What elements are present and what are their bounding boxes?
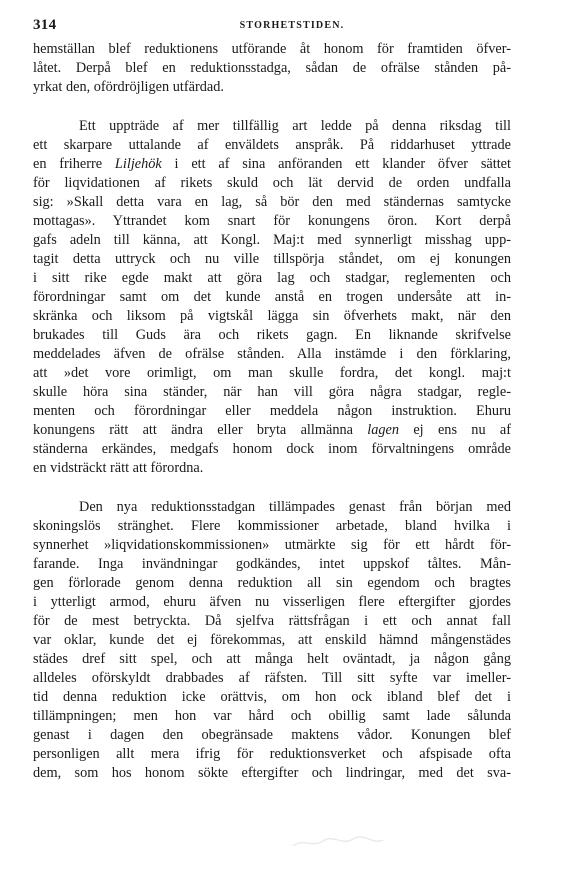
text-line: personligen allt mera ifrig för reduktionsverket och afspisade ofta [33, 746, 511, 762]
text-line: städes dref sitt spel, och att många helt oväntadt, ja någon gång [33, 651, 511, 667]
text-line: att »det vore orimligt, om man skulle fordra, det kongl. maj:t [33, 365, 511, 381]
text-line-liljehok [33, 155, 511, 174]
text-line: tid denna reduktion icke orättvis, om hon ock ibland blef det i [33, 689, 511, 705]
text-line: skoningslös stränghet. Flere kommissioner arbetade, bland hvilka i [33, 518, 511, 534]
italic-word: lagen [367, 422, 400, 438]
text-line: för de mest betryckta. Då sjelfva rättsfrågan i ett och annat fall [33, 613, 511, 629]
text-run: i ett af sina anföranden ett klander öfver sättet [161, 156, 511, 172]
text-line: skränka och liksom på vigtskål lägga sin öfverhets makt, när den [33, 308, 511, 324]
text-line: menten och förordningar eller meddela någon instruktion. Ehuru [33, 403, 511, 419]
text-line: dem, som hos honom sökte eftergifter och lindringar, med det sva- [33, 765, 511, 781]
text-line: i ytterligt armod, ehuru äfven nu visserligen flere eftergifter gjordes [33, 594, 511, 610]
text-line: sig: »Skall detta vara en lag, så bör den med ständernas samtycke [33, 194, 511, 210]
text-line: tillämpningen; men hon var hård och obillig samt lade sålunda [33, 708, 511, 724]
running-title: STORHETSTIDEN. [239, 20, 345, 31]
italic-name: Liljehök [114, 156, 162, 172]
text-line: hemställan blef reduktionens utförande åt honom för framtiden öfver- [33, 41, 511, 57]
text-line: en vidsträckt rätt att förordna. [33, 460, 204, 476]
text-line: Ett uppträde af mer tillfällig art ledde på denna riksdag till [79, 118, 511, 134]
text-line: skulle höra sina ständer, när han vill göra några stadgar, regle- [33, 384, 511, 400]
text-line: i sitt rike egde makt att göra lag och stadgar, reglementen och [33, 270, 511, 286]
text-line: var oklar, kunde det ej förekommas, att enskild hämnd mångenstädes [33, 632, 511, 648]
text-line-lagen [33, 421, 511, 440]
text-line: mottagas». Yttrandet kom snart för konungens öron. Kort derpå [33, 213, 511, 229]
text-line: farande. Inga invändningar godkändes, intet uppskof tåltes. Mån- [33, 556, 511, 572]
text-line: genast i dagen den obegränsade maktens vådor. Konungen blef [33, 727, 511, 743]
text-line: gafs adeln till känna, att Kongl. Maj:t med synnerligt misshag upp- [33, 232, 511, 248]
text-line: alldeles oförskyldt drabbades af räfsten. Till sitt syfte var imeller- [33, 670, 511, 686]
text-line: för liqvidationen af rikets skuld och lät dervid de orden undfalla [33, 175, 511, 191]
text-line: ständerna erkändes, medgafs honom dock inom förvaltningens område [33, 441, 511, 457]
text-run: ej ens nu af [399, 422, 512, 438]
text-line: gen förlorade genom denna reduktion all sin egendom och bragtes [33, 575, 511, 591]
text-run: en friherre [33, 156, 115, 172]
text-line: Den nya reduktionsstadgan tillämpades genast från början med [79, 499, 511, 515]
faint-stamp-mark [288, 832, 388, 852]
text-run: konungens rätt att ändra eller bryta allmänna [33, 422, 368, 438]
text-line: yrkat den, ofördröjligen utfärdad. [33, 79, 224, 95]
text-line: meddelades äfven de ofrälse stånden. Alla instämde i den förklaring, [33, 346, 511, 362]
text-line: brukades till Guds ära och rikets gagn. En liknande skrifvelse [33, 327, 511, 343]
text-line: ett skarpare uttalande af enväldets anspråk. På riddarhuset yttrade [33, 137, 511, 153]
text-line: tagit detta uttryck och nu ville tillspörja ståndet, om ej konungen [33, 251, 511, 267]
text-line: låtet. Derpå blef en reduktionsstadga, sådan de ofrälse stånden på- [33, 60, 511, 76]
text-line: synnerhet »liqvidationskommissionen» utmärkte sig för ett hårdt för- [33, 537, 511, 553]
text-line: förordningar samt om det kunde anstå en trogen undersåte att in- [33, 289, 511, 305]
page-number: 314 [33, 17, 57, 33]
